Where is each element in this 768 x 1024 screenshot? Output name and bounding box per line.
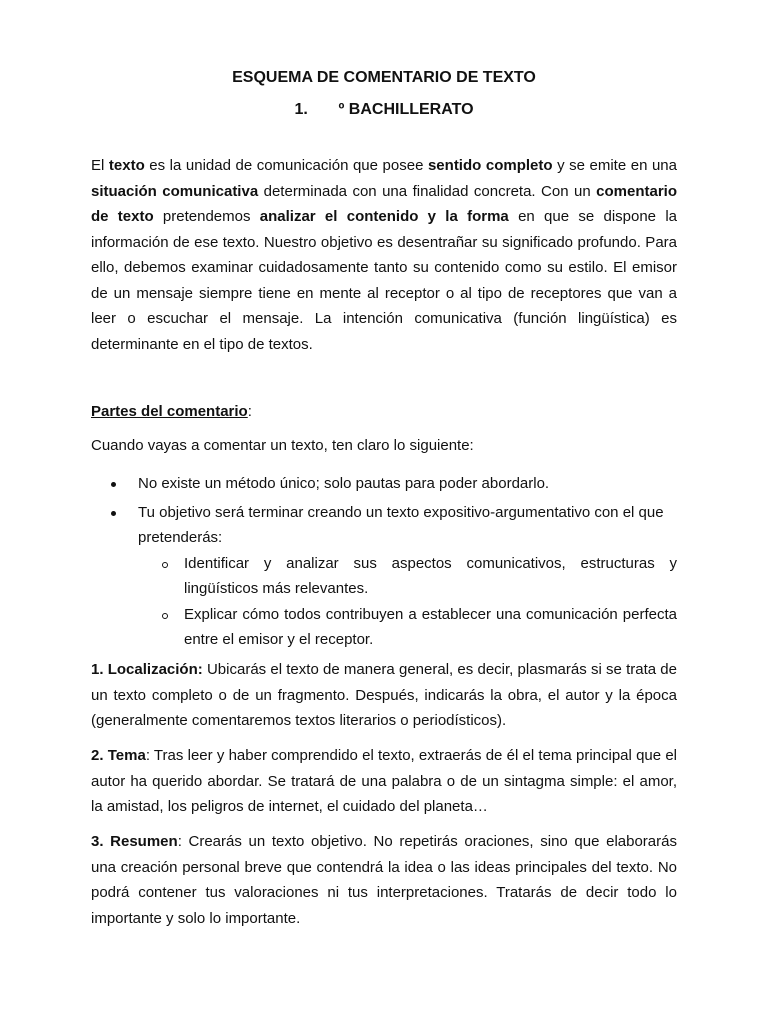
intro-text-6: en que se dispone la información de ese texto. Nuestro objetivo es desentrañar su significado profundo. Para ello, debemos examinar cuidadosamente tanto su contenido como su estilo. El emisor de un mensaje siempre tiene en mente al receptor o al tipo de receptores que van a leer o escuchar el mensaje. La intención comunicativa (función lingüística) es determinante en el tipo de textos. xyxy=(91,208,677,353)
section-tema xyxy=(91,743,677,820)
circle-bullet-icon xyxy=(162,562,168,568)
partes-heading-text: Partes del comentario xyxy=(91,403,248,420)
intro-bold-5: analizar el contenido y la forma xyxy=(259,208,509,225)
sub-bullet-text: Explicar cómo todos contribuyen a establecer una comunicación perfecta entre el emisor y el receptor. xyxy=(184,605,677,648)
circle-bullet-icon xyxy=(162,613,168,619)
partes-heading xyxy=(91,403,677,420)
document-title: ESQUEMA DE COMENTARIO DE TEXTO xyxy=(232,69,536,86)
intro-text-2: es la unidad de comunicación que posee xyxy=(144,157,428,174)
list-item xyxy=(91,471,677,497)
section-label: 1. Localización: xyxy=(91,661,203,678)
intro-paragraph xyxy=(91,153,677,357)
list-item xyxy=(91,500,677,653)
intro-bold-3: situación comunicativa xyxy=(91,182,259,200)
sub-list-item xyxy=(138,602,677,653)
section-label: 3. Resumen xyxy=(91,833,178,850)
section-localizacion xyxy=(91,657,677,734)
intro-bold-4: comentario de texto xyxy=(91,182,677,225)
section-text: : Crearás un texto objetivo. No repetirás oraciones, sino que elaborarás una creación personal breve que contendrá la idea o las ideas principales del texto. No podrá contener tus valoraciones ni tus interpretaciones. Tratarás de decir todo lo importante y solo lo importante. xyxy=(91,833,677,927)
bullet-text: Tu objetivo será terminar creando un texto expositivo-argumentativo con el que pretenderás: xyxy=(138,503,664,546)
bullet-text: No existe un método único; solo pautas para poder abordarlo. xyxy=(138,475,550,492)
section-label: 2. Tema xyxy=(91,747,146,764)
sub-bullet-list xyxy=(138,551,677,653)
bullet-icon xyxy=(111,511,116,516)
intro-text-5: pretendemos xyxy=(153,208,260,225)
subtitle-number: 1. xyxy=(294,101,308,118)
intro-bold-2: sentido completo xyxy=(427,157,553,174)
section-text: Ubicarás el texto de manera general, es decir, plasmarás si se trata de un texto completo o de un fragmento. Después, indicarás la obra, el autor y la época (generalmente comentaremos textos literarios o periodísticos). xyxy=(91,661,677,729)
sub-list-item xyxy=(138,551,677,602)
bullet-icon xyxy=(111,482,116,487)
subtitle-text: º BACHILLERATO xyxy=(338,101,474,118)
partes-heading-colon: : xyxy=(247,403,252,420)
sub-bullet-text: Identificar y analizar sus aspectos comunicativos, estructuras y lingüísticos más relevantes. xyxy=(184,554,677,597)
intro-text-4: determinada con una finalidad concreta. Con un xyxy=(258,182,597,200)
section-resumen xyxy=(91,829,677,931)
section-text: : Tras leer y haber comprendido el texto, extraerás de él el tema principal que el autor ha querido abordar. Se tratará de una palabra o de un sintagma simple: el amor, la amistad, los peligros de internet, el cuidado del planeta… xyxy=(91,747,678,815)
cuando-paragraph: Cuando vayas a comentar un texto, ten claro lo siguiente: xyxy=(91,437,474,454)
intro-bold-1: texto xyxy=(108,157,145,174)
intro-text-3: y se emite en una xyxy=(552,157,677,174)
bullet-list xyxy=(91,471,677,656)
intro-text-1: El xyxy=(91,157,109,174)
document-subtitle xyxy=(0,101,768,119)
